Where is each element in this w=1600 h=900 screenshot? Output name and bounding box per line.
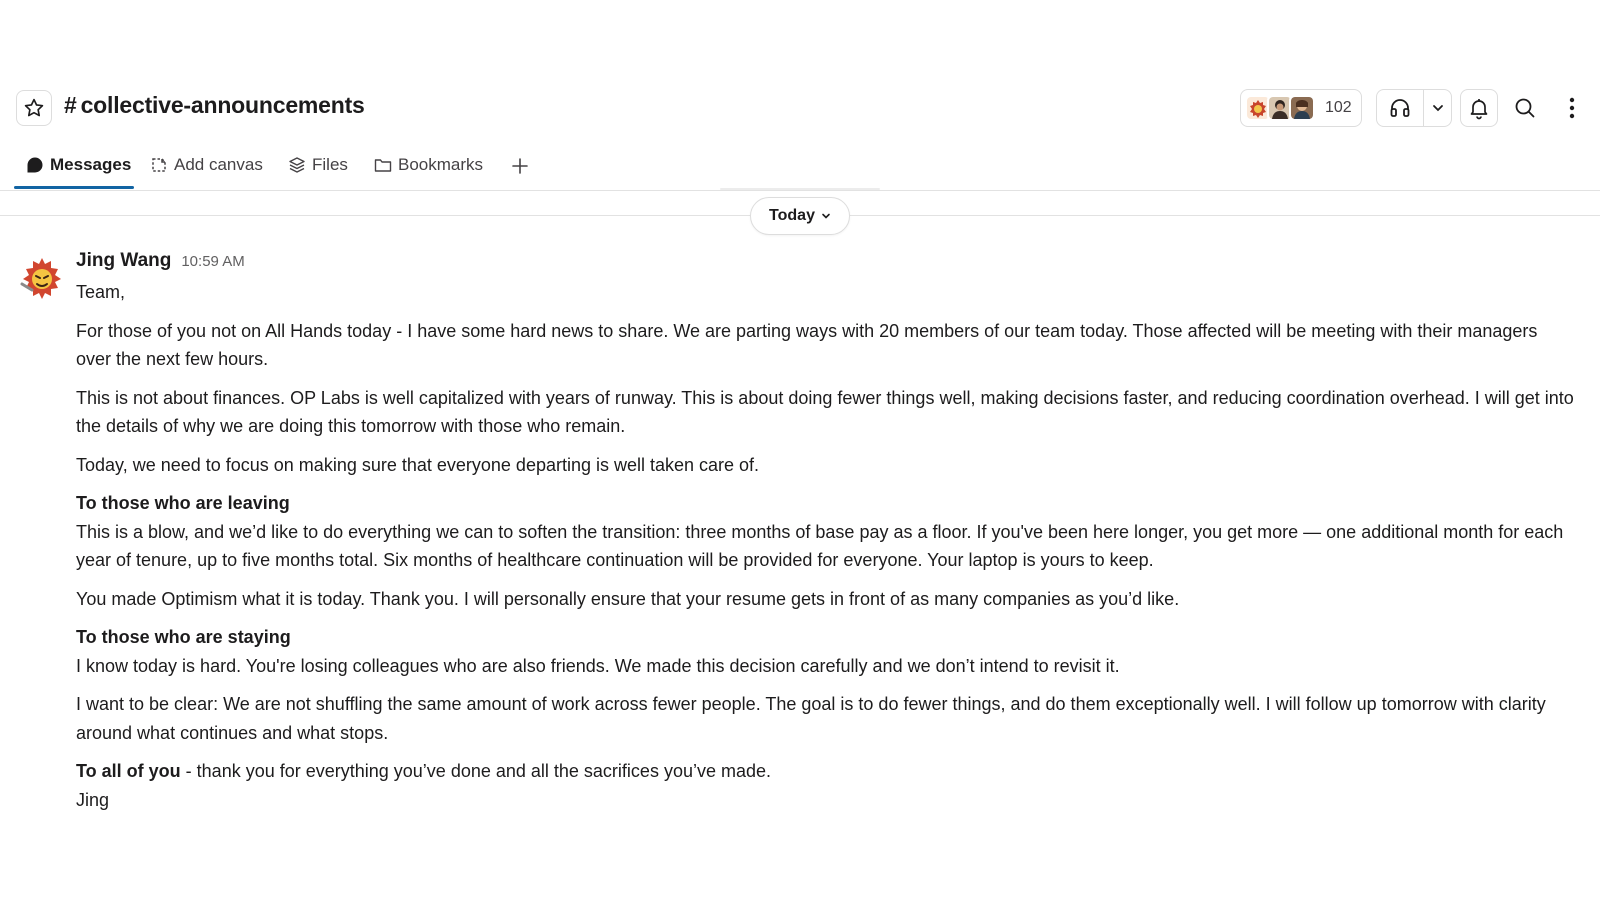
heading-staying <box>76 623 1576 652</box>
channel-name-button[interactable] <box>64 92 365 119</box>
message-paragraph-7: I want to be clear: We are not shuffling the same amount of work across fewer people. The goal is to do fewer things, and do them exceptionally well. I will follow up tomorrow with clarity around what continues and what stops. <box>76 694 1546 743</box>
member-avatar-3 <box>1289 95 1315 121</box>
tab-messages-label: Messages <box>50 155 132 174</box>
day-divider-label: Today <box>769 207 815 224</box>
heading-staying-text: To those who are staying <box>76 627 291 647</box>
day-divider-button[interactable] <box>750 197 850 235</box>
message-body <box>76 250 1576 824</box>
author-avatar[interactable] <box>18 254 66 302</box>
more-options-button[interactable] <box>1552 89 1592 127</box>
huddle-options-button[interactable] <box>1424 90 1451 126</box>
message-paragraph-1: For those of you not on All Hands today - I have some hard news to share. We are parting ways with 20 members of our team today. Those affected will be meeting with their managers over the next few hours. <box>76 320 1538 369</box>
members-button[interactable] <box>1240 89 1362 127</box>
channel-header <box>0 86 1600 138</box>
heading-all-text: To all of you <box>76 761 181 781</box>
message-paragraph-5: You made Optimism what it is today. Thank you. I will personally ensure that your resume gets in front of as many companies as you’d like. <box>76 588 1180 609</box>
tab-add-canvas-label: Add canvas <box>174 155 263 174</box>
search-icon <box>1513 96 1537 120</box>
message-paragraph-3: Today, we need to focus on making sure that everyone departing is well taken care of. <box>76 454 760 475</box>
tab-bookmarks-label: Bookmarks <box>398 155 484 174</box>
huddle-button-group <box>1376 89 1452 127</box>
closing-text: - thank you for everything you’ve done and all the sacrifices you’ve made. <box>180 761 771 781</box>
search-button[interactable] <box>1506 89 1544 127</box>
active-tab-indicator <box>14 186 134 189</box>
channel-tabs <box>0 144 1600 191</box>
star-channel-button[interactable] <box>16 90 52 126</box>
author-name[interactable]: Jing Wang <box>76 250 172 271</box>
tab-bookmarks[interactable] <box>374 150 483 180</box>
tab-add-canvas[interactable] <box>150 150 263 180</box>
message-bubble-icon <box>26 156 44 174</box>
plus-icon <box>511 157 529 175</box>
chevron-down-icon <box>1431 101 1445 115</box>
heading-leaving-text: To those who are leaving <box>76 493 290 513</box>
add-tab-button[interactable] <box>508 154 532 178</box>
closing-line <box>76 757 1576 786</box>
tab-messages[interactable] <box>26 150 131 180</box>
star-icon <box>23 97 45 119</box>
tab-files-label: Files <box>312 155 348 174</box>
vertical-dots-icon <box>1569 97 1575 119</box>
message-paragraph-6: I know today is hard. You're losing colleagues who are also friends. We made this decision carefully and we don’t intend to revisit it. <box>76 655 1120 676</box>
folder-icon <box>374 156 392 174</box>
member-count: 102 <box>1325 99 1352 116</box>
message-paragraph-4: This is a blow, and we’d like to do everything we can to soften the transition: three months of base pay as a floor. If you've been here longer, you get more — one additional month for each year of tenure, up to five months total. Six months of healthcare continuation will be provided for everyone. Your laptop is yours to keep. <box>76 521 1564 570</box>
canvas-icon <box>150 156 168 174</box>
message-signoff: Jing <box>76 789 110 810</box>
message-header <box>76 250 1576 278</box>
headphones-icon <box>1388 96 1412 120</box>
channel-hash: # <box>64 92 77 118</box>
scroll-shadow <box>720 188 880 190</box>
heading-leaving <box>76 489 1576 518</box>
chevron-down-icon <box>821 211 831 221</box>
channel-name: collective-announcements <box>80 92 365 118</box>
bell-icon <box>1467 96 1491 120</box>
huddle-button[interactable] <box>1377 90 1424 126</box>
tab-files[interactable] <box>288 150 348 180</box>
files-layers-icon <box>288 156 306 174</box>
message-paragraph-2: This is not about finances. OP Labs is well capitalized with years of runway. This is about doing fewer things well, making decisions faster, and reducing coordination overhead. I will get into the details of why we are doing this tomorrow with those who remain. <box>76 387 1574 436</box>
notifications-button[interactable] <box>1460 89 1498 127</box>
message-timestamp[interactable]: 10:59 AM <box>181 253 245 270</box>
message-greeting: Team, <box>76 282 126 302</box>
